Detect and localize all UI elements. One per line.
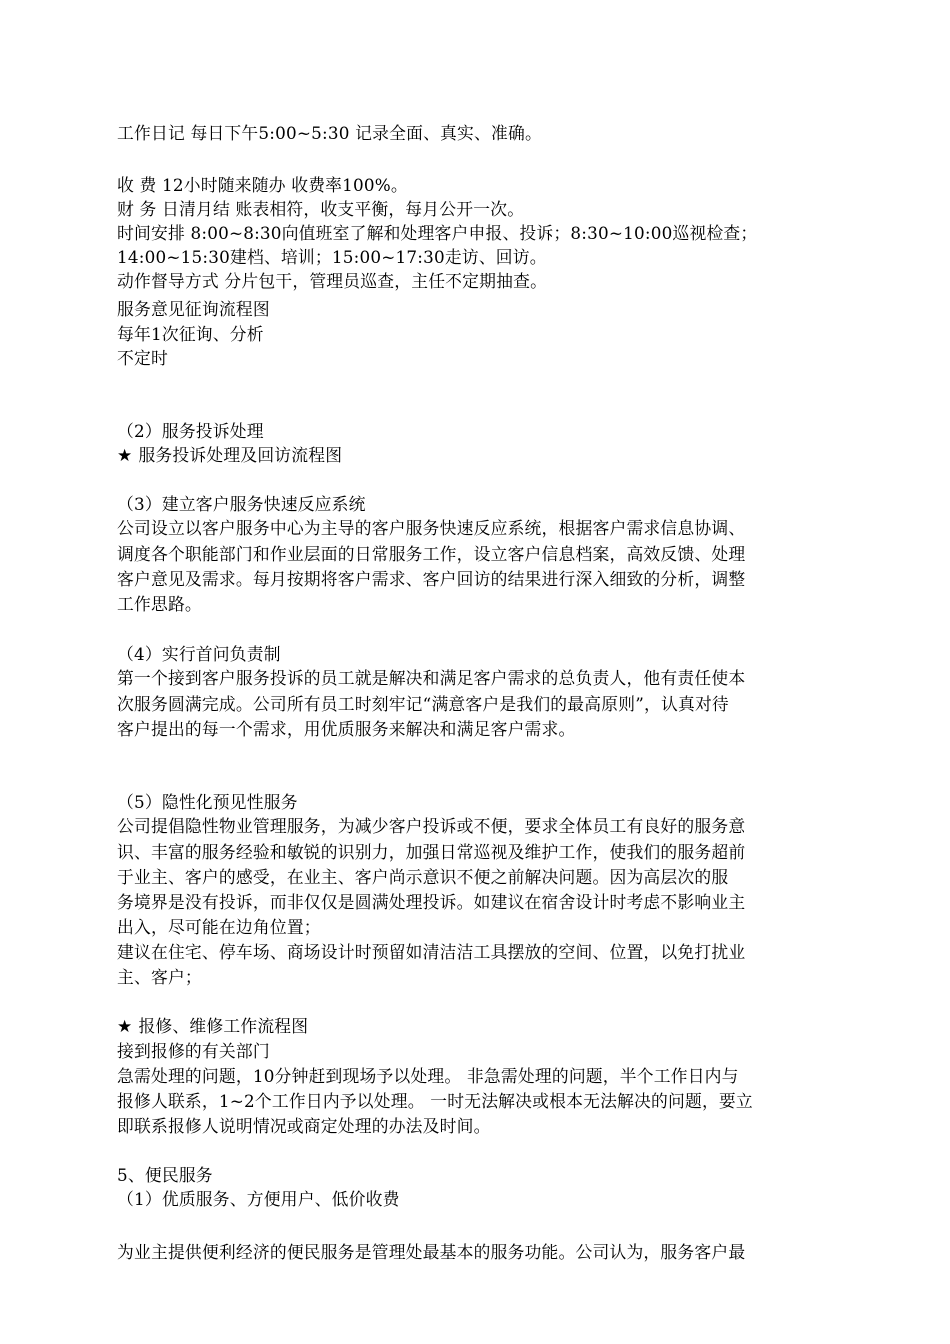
section-5-paragraph-line-2: 识、丰富的服务经验和敏锐的识别力，加强日常巡视及维护工作，使我们的服务超前 [117, 842, 746, 862]
section-4-paragraph-line-1: 第一个接到客户服务投诉的员工就是解决和满足客户需求的总负责人，他有责任使本 [117, 668, 746, 688]
section-5-suggestion-line-1: 建议在住宅、停车场、商场设计时预留如清洁洁工具摆放的空间、位置，以免打扰业 [117, 942, 746, 962]
feedback-frequency-line: 每年1次征询、分析 [117, 324, 264, 344]
supervision-line: 动作督导方式 分片包干，管理员巡查，主任不定期抽查。 [117, 271, 548, 291]
section-5-paragraph-line-1: 公司提倡隐性物业管理服务，为减少客户投诉或不便，要求全体员工有良好的服务意 [117, 816, 746, 836]
repair-department-line: 接到报修的有关部门 [117, 1041, 270, 1061]
feedback-flowchart-title: 服务意见征询流程图 [117, 299, 270, 319]
work-diary-line: 工作日记 每日下午5:00~5:30 记录全面、真实、准确。 [117, 123, 542, 143]
schedule-line: 时间安排 8:00~8:30向值班室了解和处理客户申报、投诉；8:30~10:00巡视检查； [117, 223, 758, 243]
subsection-1-heading: （1）优质服务、方便用户、低价收费 [117, 1189, 400, 1209]
repair-paragraph-line-1: 急需处理的问题，10分钟赶到现场予以处理。 非急需处理的问题，半个工作日内与 [117, 1066, 739, 1086]
section-3-paragraph-line-4: 工作思路。 [117, 594, 202, 614]
section-5-paragraph-line-3: 于业主、客户的感受，在业主、客户尚示意识不便之前解决问题。因为高层次的服 [117, 867, 729, 887]
schedule-line-continued: 14:00~15:30建档、培训；15:00~17:30走访、回访。 [117, 247, 547, 267]
section-3-heading: （3）建立客户服务快速反应系统 [117, 494, 366, 514]
section-4-paragraph-line-2: 次服务圆满完成。公司所有员工时刻牢记“满意客户是我们的最高原则”，认真对待 [117, 694, 729, 714]
section-3-paragraph-line-2: 调度各个职能部门和作业层面的日常服务工作，设立客户信息档案，高效反馈、处理 [117, 544, 746, 564]
irregular-line: 不定时 [117, 348, 168, 368]
complaint-flowchart-label: 服务投诉处理及回访流程图 [138, 445, 343, 465]
section-5-suggestion-line-2: 主、客户； [117, 967, 202, 987]
section-4-heading: （4）实行首问负责制 [117, 644, 281, 664]
section-2-heading: （2）服务投诉处理 [117, 421, 264, 441]
repair-paragraph-line-2: 报修人联系，1~2个工作日内予以处理。 一时无法解决或根本无法解决的问题，要立 [117, 1091, 753, 1111]
section-3-paragraph-line-1: 公司设立以客户服务中心为主导的客户服务快速反应系统，根据客户需求信息协调、 [117, 518, 746, 538]
complaint-flowchart-title [117, 443, 832, 468]
convenience-paragraph-line-1: 为业主提供便利经济的便民服务是管理处最基本的服务功能。公司认为，服务客户最 [117, 1242, 746, 1262]
section-3-paragraph-line-3: 客户意见及需求。每月按期将客户需求、客户回访的结果进行深入细致的分析，调整 [117, 569, 746, 589]
star-icon: ★ [117, 446, 133, 466]
star-icon: ★ [117, 1017, 133, 1037]
section-5-heading: （5）隐性化预见性服务 [117, 792, 298, 812]
section-5-convenience-heading: 5、便民服务 [117, 1165, 213, 1185]
section-4-paragraph-line-3: 客户提出的每一个需求，用优质服务来解决和满足客户需求。 [117, 719, 576, 739]
fee-line: 收 费 12小时随来随办 收费率100%。 [117, 175, 408, 195]
finance-line: 财 务 日清月结 账表相符，收支平衡，每月公开一次。 [117, 199, 525, 219]
section-5-paragraph-line-5: 出入，尽可能在边角位置； [117, 917, 321, 937]
section-5-paragraph-line-4: 务境界是没有投诉，而非仅仅是圆满处理投诉。如建议在宿舍设计时考虑不影响业主 [117, 892, 746, 912]
repair-flowchart-title [117, 1014, 832, 1039]
repair-paragraph-line-3: 即联系报修人说明情况或商定处理的办法及时间。 [117, 1116, 491, 1136]
repair-flowchart-label: 报修、维修工作流程图 [138, 1016, 309, 1036]
